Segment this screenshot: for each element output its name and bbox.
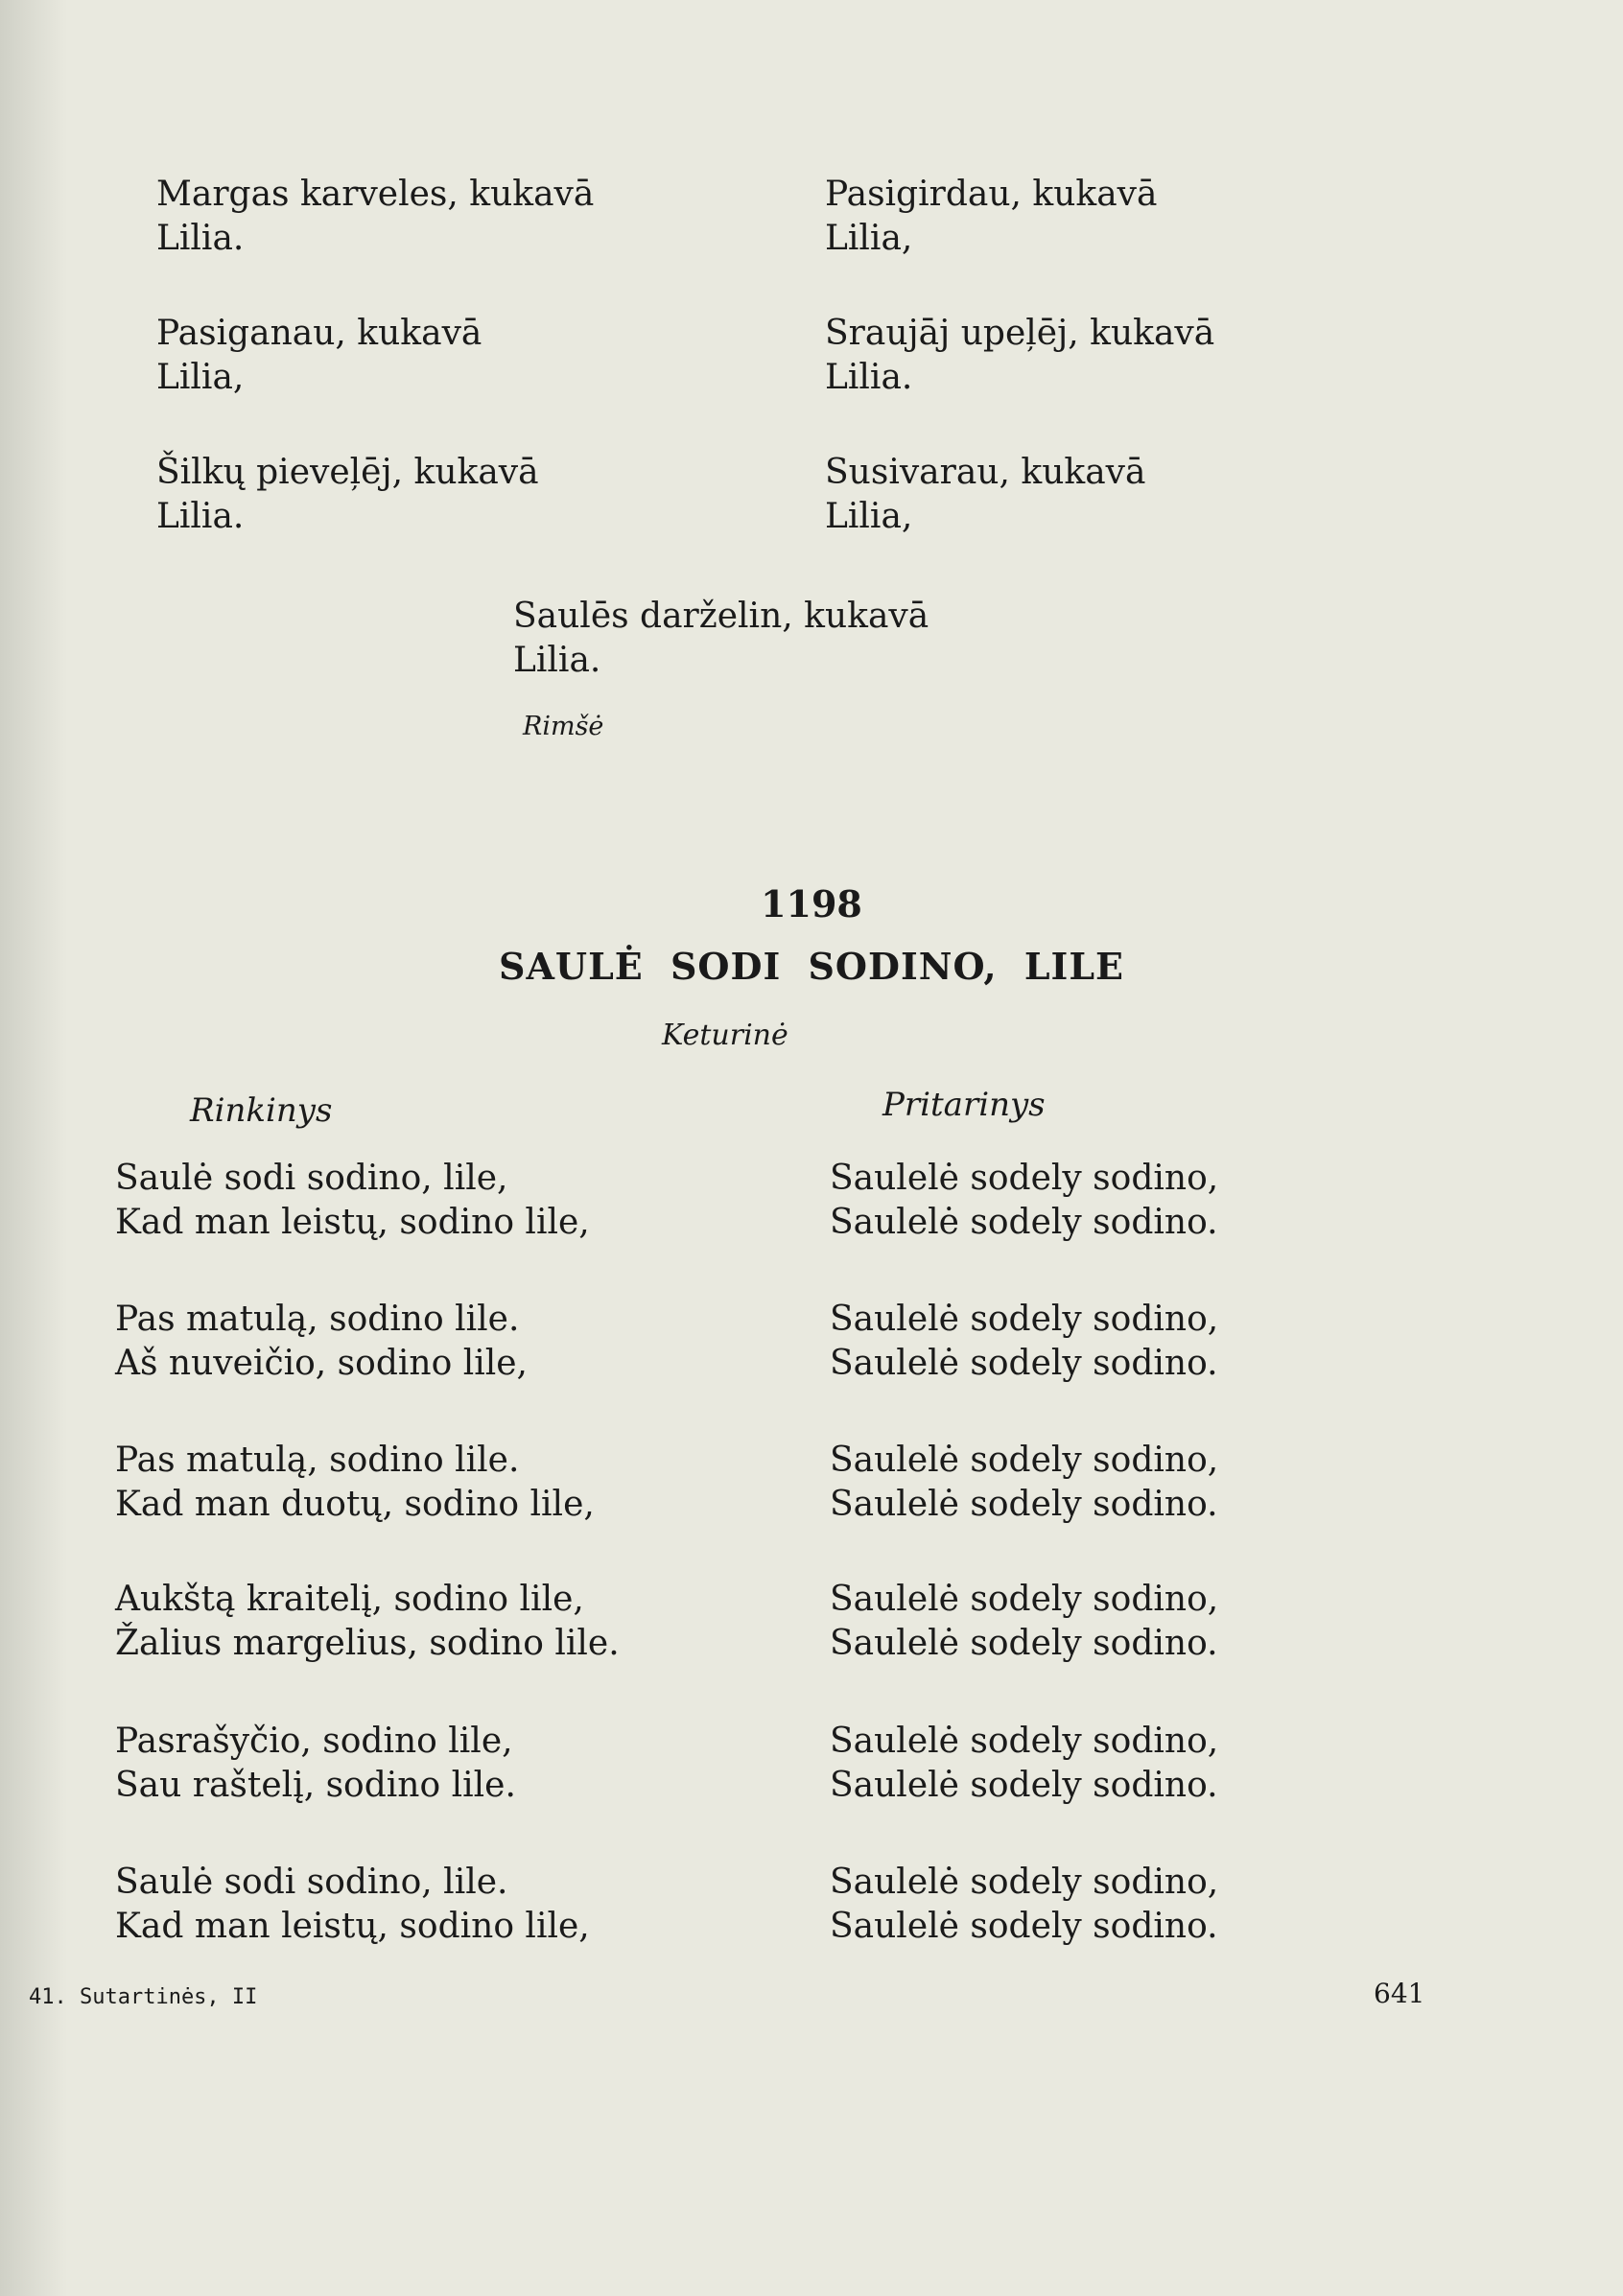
verse-line: Aš nuveičio, sodino lile, (115, 1344, 528, 1383)
verse-line: Žalius margelius, sodino lile. (115, 1624, 620, 1663)
verse-line: Saulelė sodely sodino, (830, 1722, 1219, 1761)
verse-line: Šilkų pieveļēj, kukavā (156, 453, 539, 492)
prev-song-stanza (156, 312, 482, 400)
verse-line: Saulelė sodely sodino. (830, 1907, 1218, 1946)
prev-song-stanza (156, 451, 539, 539)
verse-line: Pasrašyčio, sodino lile, (115, 1722, 513, 1761)
page-gutter (0, 0, 67, 2296)
verse-line: Lilia. (513, 641, 601, 680)
verse-line: Saulelė sodely sodino. (830, 1203, 1218, 1242)
verse-line: Saulelė sodely sodino, (830, 1441, 1219, 1480)
verse-line: Saulė sodi sodino, lile. (115, 1863, 508, 1902)
verse-line: Saulelė sodely sodino. (830, 1485, 1218, 1524)
informant-name: Rimšė (523, 712, 604, 741)
column-header-pritarinys: Pritarinys (882, 1086, 1046, 1124)
verse-line: Pas matulą, sodino lile. (115, 1441, 520, 1480)
verse-line: Saulelė sodely sodino, (830, 1580, 1219, 1619)
verse-left (115, 1720, 516, 1808)
song-title: SAULĖ SODI SODINO, LILE (499, 945, 1124, 988)
verse-line: Aukštą kraitelį, sodino lile, (115, 1580, 584, 1619)
verse-line: Saulēs darželin, kukavā (513, 597, 929, 636)
verse-right (830, 1439, 1218, 1527)
verse-line: Sau raštelį, sodino lile. (115, 1766, 516, 1805)
verse-line: Saulelė sodely sodino. (830, 1766, 1218, 1805)
verse-line: Pasiganau, kukavā (156, 314, 482, 353)
song-type: Keturinė (662, 1019, 788, 1052)
verse-line: Pas matulą, sodino lile. (115, 1300, 520, 1339)
verse-line: Lilia. (156, 219, 245, 258)
verse-line: Saulelė sodely sodino, (830, 1863, 1219, 1902)
verse-left (115, 1578, 620, 1666)
prev-song-stanza (156, 173, 594, 261)
verse-line: Lilia, (825, 497, 913, 536)
verse-right (830, 1157, 1218, 1245)
verse-line: Saulė sodi sodino, lile, (115, 1159, 508, 1198)
verse-left (115, 1157, 590, 1245)
verse-right (830, 1578, 1218, 1666)
verse-line: Saulelė sodely sodino. (830, 1624, 1218, 1663)
verse-line: Saulelė sodely sodino, (830, 1159, 1219, 1198)
verse-line: Pasigirdau, kukavā (825, 175, 1158, 214)
verse-line: Margas karveles, kukavā (156, 175, 595, 214)
verse-line: Lilia, (156, 358, 245, 397)
verse-line: Lilia, (825, 219, 913, 258)
verse-line: Saulelė sodely sodino. (830, 1344, 1218, 1383)
verse-left (115, 1439, 595, 1527)
verse-line: Susivarau, kukavā (825, 453, 1146, 492)
page-number: 641 (1374, 1978, 1425, 2009)
verse-left (115, 1298, 528, 1386)
verse-line: Lilia. (825, 358, 913, 397)
verse-right (830, 1298, 1218, 1386)
prev-song-final-stanza (513, 595, 929, 683)
verse-line: Lilia. (156, 497, 245, 536)
verse-right (830, 1861, 1218, 1949)
verse-line: Kad man duotų, sodino lile, (115, 1485, 595, 1524)
prev-song-stanza (825, 173, 1157, 261)
prev-song-stanza (825, 312, 1214, 400)
verse-line: Sraujāj upeļēj, kukavā (825, 314, 1215, 353)
footer-signature: 41. Sutartinės, II (29, 1985, 258, 2009)
verse-line: Saulelė sodely sodino, (830, 1300, 1219, 1339)
song-number: 1198 (761, 882, 862, 925)
column-header-rinkinys: Rinkinys (190, 1091, 333, 1130)
verse-left (115, 1861, 590, 1949)
verse-line: Kad man leistų, sodino lile, (115, 1203, 590, 1242)
prev-song-stanza (825, 451, 1145, 539)
verse-line: Kad man leistų, sodino lile, (115, 1907, 590, 1946)
verse-right (830, 1720, 1218, 1808)
